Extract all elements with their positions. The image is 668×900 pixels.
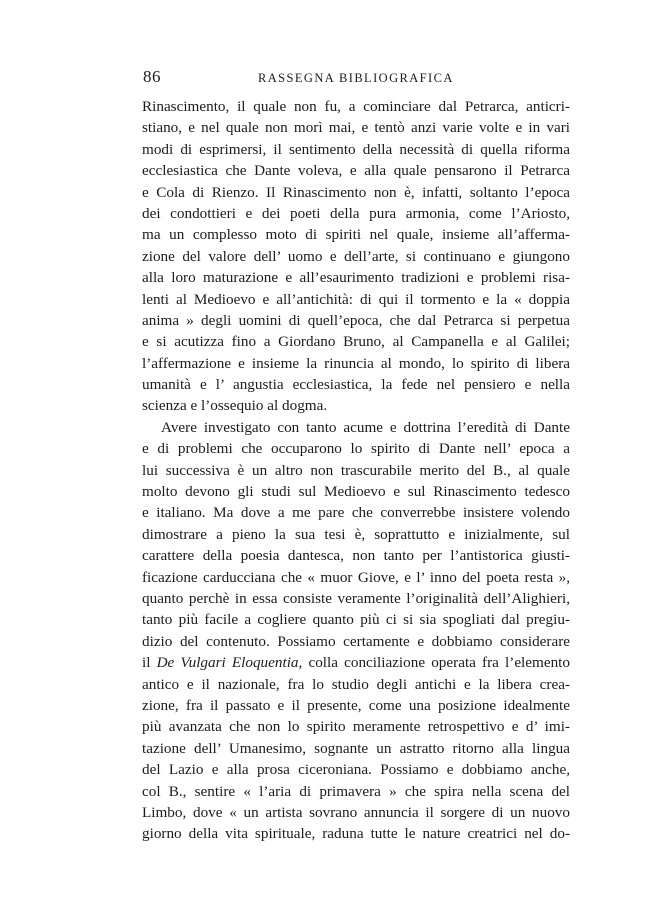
text-line: antico e il nazionale, fra lo studio degli antichi e la libera crea- (142, 675, 570, 693)
text-line: umanità e l’ angustia ecclesiastica, la fede nel pensiero e nella (142, 376, 570, 394)
text-line: ma un complesso moto di spiriti nel quale, insieme all’afferma- (142, 226, 570, 244)
text-line: più avanzata che non lo spirito meramente retrospettivo e d’ imi- (142, 718, 570, 736)
paragraph-2 (142, 417, 570, 845)
text-line: dimostrare a pieno la sua tesi è, soprattutto e inizialmente, sul (142, 525, 570, 543)
text-line: e si acutizza fino a Giordano Bruno, al Campanella e al Galilei; (142, 333, 570, 351)
text-line: lui successiva è un altro non trascurabile merito del B., al quale (142, 461, 570, 479)
text-line: l’affermazione e insieme la rinuncia al mondo, lo spirito di libera (142, 354, 570, 372)
text-line: e di problemi che occuparono lo spirito di Dante nell’ epoca a (142, 440, 570, 458)
text-line: col B., sentire « l’aria di primavera » che spira nella scena del (142, 782, 570, 800)
text-line: quanto perchè in essa consiste veramente l’originalità dell’Alighieri, (142, 589, 570, 607)
text-line: giorno della vita spirituale, raduna tutte le nature creatrici nel do- (142, 825, 570, 843)
text-line: molto devono gli studi sul Medioevo e sul Rinascimento tedesco (142, 483, 570, 501)
text-line: e Cola di Rienzo. Il Rinascimento non è, infatti, soltanto l’epoca (142, 183, 570, 201)
text-line: lenti al Medioevo e all’antichità: di qui il tormento e la « doppia (142, 290, 570, 308)
text-fragment: , colla conciliazione operata fra l’elemento (298, 654, 570, 672)
text-line: Rinascimento, il quale non fu, a cominciare dal Petrarca, anticri- (142, 98, 570, 115)
text-line: dei condottieri e dei poeti della pura armonia, come l’Ariosto, (142, 204, 570, 222)
text-line: dizio del contenuto. Possiamo certamente e dobbiamo considerare (142, 632, 570, 650)
text-fragment: il (142, 654, 157, 672)
paragraph-1 (142, 96, 570, 417)
running-title: RASSEGNA BIBLIOGRAFICA (258, 71, 454, 85)
text-line-with-title (142, 652, 570, 673)
text-line: alla loro maturazione e all’esaurimento tradizioni e problemi risa- (142, 269, 570, 287)
text-line: zione, fra il passato e il presente, come una posizione idealmente (142, 696, 570, 714)
text-line: scienza e l’ossequio al dogma. (142, 397, 328, 415)
text-line: tazione dell’ Umanesimo, sognante un astratto ritorno alla lingua (142, 739, 570, 757)
text-line: anima » degli uomini di quell’epoca, che dal Petrarca si perpetua (142, 311, 570, 329)
text-line: ficazione carducciana che « muor Giove, e l’ inno del poeta resta », (142, 568, 570, 586)
text-line: stiano, e nel quale non morì mai, e tentò anzi varie volte e in vari (142, 119, 570, 137)
page-number: 86 (143, 67, 161, 86)
body-text (142, 96, 570, 845)
text-line: modi di esprimersi, il sentimento della necessità di quella riforma (142, 140, 570, 158)
text-line: Avere investigato con tanto acume e dottrina l’eredità di Dante (161, 418, 570, 436)
text-line: Limbo, dove « un artista sovrano annuncia il sorgere di un nuovo (142, 803, 570, 821)
text-line: e italiano. Ma dove a me pare che converrebbe insistere volendo (142, 504, 570, 522)
text-line: zione del valore dell’ uomo e dell’arte, si continuano e giungono (142, 247, 570, 265)
work-title: De Vulgari Eloquentia (156, 654, 299, 672)
text-line: del Lazio e alla prosa ciceroniana. Possiamo e dobbiamo anche, (142, 761, 570, 779)
text-line: ecclesiastica che Dante voleva, e alla quale pensarono il Petrarca (142, 162, 570, 180)
text-line: carattere della poesia dantesca, non tanto per l’antistorica giusti- (142, 547, 570, 565)
text-line: tanto più facile a cogliere quanto più ci si sia spogliati dal pregiu- (142, 611, 570, 629)
